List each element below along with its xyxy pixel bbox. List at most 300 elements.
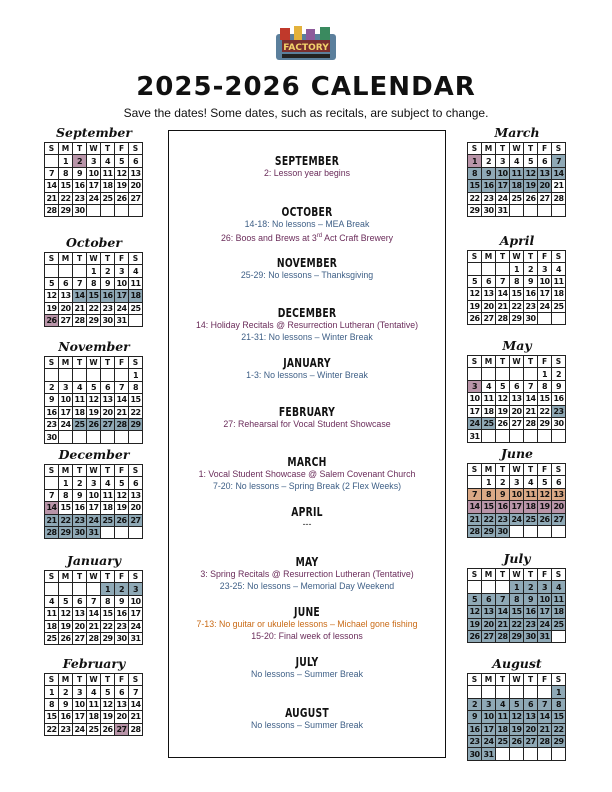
day-cell: 26 [87,418,101,430]
day-cell: 13 [482,606,496,618]
svg-text:FACTORY: FACTORY [283,43,329,53]
event-section [169,604,445,642]
event-section [169,504,445,531]
day-cell: 30 [45,431,59,443]
empty-cell [496,748,510,760]
day-cell: 30 [101,314,115,326]
day-cell: 25 [482,417,496,429]
day-cell: 3 [538,581,552,593]
event-section [169,654,445,681]
day-cell: 16 [73,502,87,514]
day-cell: 30 [115,632,129,644]
day-cell: 13 [524,711,538,723]
day-cell: 25 [552,300,566,312]
weekday-header: F [538,251,552,263]
event-month-heading: SEPTEMBER [274,153,340,168]
day-cell: 1 [510,581,524,593]
weekday-header: W [510,674,524,686]
day-cell: 30 [496,525,510,537]
day-cell: 24 [538,300,552,312]
day-cell: 20 [552,501,566,513]
day-cell: 6 [552,476,566,488]
weekday-header: S [552,674,566,686]
day-cell: 23 [552,405,566,417]
empty-cell [73,583,87,595]
day-cell: 3 [510,476,524,488]
mini-calendar-july [467,551,567,643]
month-name: January [66,553,122,568]
day-cell: 22 [59,514,73,526]
event-line: 1-3: No lessons – Winter Break [246,370,368,380]
day-cell: 15 [101,608,115,620]
day-cell: 29 [101,632,115,644]
weekday-header: S [552,143,566,155]
day-cell: 27 [59,314,73,326]
day-cell: 29 [510,312,524,324]
day-cell: 5 [101,686,115,698]
day-cell: 2 [482,155,496,167]
event-section [169,305,445,343]
day-cell: 5 [496,380,510,392]
day-cell: 23 [496,513,510,525]
day-cell: 20 [482,618,496,630]
day-cell: 27 [129,514,143,526]
empty-cell [87,369,101,381]
day-cell: 3 [59,381,73,393]
day-cell: 23 [482,192,496,204]
day-cell: 4 [552,581,566,593]
day-cell: 10 [73,698,87,710]
day-cell: 2 [524,263,538,275]
weekday-header: W [510,143,524,155]
day-cell: 14 [538,711,552,723]
day-cell: 24 [482,735,496,747]
day-cell: 5 [468,593,482,605]
empty-cell [45,583,59,595]
mini-calendar-november [44,339,144,444]
day-cell: 9 [73,167,87,179]
empty-cell [87,431,101,443]
weekday-header: W [87,357,101,369]
events-panel [168,130,446,758]
day-cell: 4 [482,380,496,392]
empty-cell [101,204,115,216]
day-cell: 18 [129,290,143,302]
day-cell: 2 [552,368,566,380]
day-cell: 16 [73,180,87,192]
day-cell: 5 [510,698,524,710]
month-grid [467,142,566,217]
weekday-header: W [87,674,101,686]
day-cell: 17 [59,406,73,418]
day-cell: 11 [101,489,115,501]
day-cell: 2 [45,381,59,393]
day-cell: 20 [538,180,552,192]
day-cell: 1 [510,263,524,275]
day-cell: 6 [510,380,524,392]
day-cell: 10 [538,275,552,287]
empty-cell [552,430,566,442]
day-cell: 22 [552,723,566,735]
empty-cell [524,748,538,760]
event-line: 14: Holiday Recitals @ Resurrection Lutheran (Tentative) [195,320,419,330]
event-section [169,255,445,282]
day-cell: 26 [115,192,129,204]
weekday-header: S [129,143,143,155]
day-cell: 10 [129,595,143,607]
day-cell: 18 [496,723,510,735]
empty-cell [482,581,496,593]
empty-cell [552,748,566,760]
empty-cell [129,526,143,538]
day-cell: 26 [524,192,538,204]
event-month-heading: NOVEMBER [276,255,338,270]
weekday-header: F [538,569,552,581]
event-line: 2: Lesson year begins [263,168,351,178]
day-cell: 19 [468,618,482,630]
day-cell: 17 [510,501,524,513]
day-cell: 20 [115,711,129,723]
day-cell: 21 [129,711,143,723]
day-cell: 28 [45,526,59,538]
day-cell: 7 [115,381,129,393]
day-cell: 17 [87,180,101,192]
month-grid [44,142,143,217]
day-cell: 28 [45,204,59,216]
empty-cell [496,368,510,380]
day-cell: 21 [552,180,566,192]
day-cell: 19 [45,302,59,314]
day-cell: 26 [115,514,129,526]
empty-cell [552,525,566,537]
day-cell: 28 [115,418,129,430]
empty-cell [524,368,538,380]
day-cell: 15 [510,288,524,300]
day-cell: 23 [59,723,73,735]
weekday-header: M [482,143,496,155]
day-cell: 12 [87,394,101,406]
day-cell: 25 [552,618,566,630]
day-cell: 3 [482,698,496,710]
day-cell: 2 [524,581,538,593]
day-cell: 20 [59,302,73,314]
month-grid [467,673,566,761]
event-line: 1: Vocal Student Showcase @ Salem Covenant Church [198,469,416,479]
day-cell: 19 [87,406,101,418]
day-cell: 3 [87,155,101,167]
day-cell: 5 [45,277,59,289]
event-month-heading: JANUARY [283,355,331,370]
day-cell: 25 [510,192,524,204]
weekday-header: S [552,251,566,263]
day-cell: 14 [468,501,482,513]
page-subtitle: Save the dates! Some dates, such as recitals, are subject to change. [123,106,489,120]
day-cell: 22 [59,192,73,204]
day-cell: 16 [496,501,510,513]
event-month-heading: MARCH [287,454,327,469]
weekday-header: T [496,143,510,155]
event-month-heading: DECEMBER [277,305,337,320]
day-cell: 16 [468,723,482,735]
month-name: August [492,656,542,671]
day-cell: 6 [59,277,73,289]
empty-cell [101,526,115,538]
day-cell: 14 [496,288,510,300]
day-cell: 13 [482,288,496,300]
day-cell: 23 [73,514,87,526]
empty-cell [510,686,524,698]
weekday-header: T [496,251,510,263]
weekday-header: T [101,253,115,265]
day-cell: 19 [468,300,482,312]
event-line: No lessons – Summer Break [251,720,363,730]
empty-cell [468,686,482,698]
month-grid [44,252,143,327]
day-cell: 27 [482,312,496,324]
month-name: July [503,551,531,566]
day-cell: 13 [538,167,552,179]
day-cell: 17 [115,290,129,302]
event-line: 26: Boos and Brews at 3rd Act Craft Brewery [220,232,394,243]
day-cell: 6 [482,275,496,287]
month-name: February [62,656,126,671]
day-cell: 8 [129,381,143,393]
day-cell: 22 [468,192,482,204]
weekday-header: T [496,356,510,368]
weekday-header: F [538,143,552,155]
empty-cell [129,204,143,216]
mini-calendar-february [44,656,144,736]
day-cell: 20 [73,620,87,632]
day-cell: 7 [73,277,87,289]
day-cell: 7 [552,155,566,167]
day-cell: 21 [496,300,510,312]
day-cell: 3 [468,380,482,392]
day-cell: 21 [524,405,538,417]
weekday-header: T [73,465,87,477]
event-month-heading: APRIL [291,504,323,519]
empty-cell [129,314,143,326]
day-cell: 14 [73,290,87,302]
day-cell: 12 [510,711,524,723]
day-cell: 10 [115,277,129,289]
day-cell: 11 [101,167,115,179]
day-cell: 10 [87,167,101,179]
weekday-header: T [101,357,115,369]
weekday-header: T [101,674,115,686]
empty-cell [552,204,566,216]
day-cell: 18 [73,406,87,418]
month-name: October [66,235,122,250]
day-cell: 2 [73,477,87,489]
empty-cell [482,263,496,275]
day-cell: 6 [538,155,552,167]
empty-cell [524,204,538,216]
day-cell: 3 [496,155,510,167]
day-cell: 28 [496,630,510,642]
day-cell: 29 [552,735,566,747]
day-cell: 28 [73,314,87,326]
empty-cell [510,525,524,537]
day-cell: 4 [73,381,87,393]
day-cell: 27 [510,417,524,429]
day-cell: 28 [538,735,552,747]
event-line: 23-25: No lessons – Memorial Day Weekend [219,580,395,591]
event-line: No lessons – Summer Break [251,669,363,679]
day-cell: 14 [115,394,129,406]
weekday-header: W [510,569,524,581]
weekday-header: W [87,465,101,477]
day-cell: 16 [59,711,73,723]
weekday-header: W [87,571,101,583]
day-cell: 31 [87,526,101,538]
day-cell: 5 [59,595,73,607]
day-cell: 14 [45,180,59,192]
month-grid [467,250,566,325]
day-cell: 12 [101,698,115,710]
day-cell: 27 [552,513,566,525]
empty-cell [510,204,524,216]
empty-cell [538,525,552,537]
day-cell: 15 [482,501,496,513]
event-month-heading: FEBRUARY [278,404,336,419]
day-cell: 24 [538,618,552,630]
day-cell: 8 [45,698,59,710]
mini-calendar-october [44,235,144,327]
day-cell: 22 [129,406,143,418]
weekday-header: T [524,251,538,263]
weekday-header: S [129,674,143,686]
event-month-heading: MAY [295,554,319,569]
day-cell: 28 [496,312,510,324]
empty-cell [115,526,129,538]
event-month-heading: JULY [295,654,319,669]
month-grid [44,673,143,736]
weekday-header: M [59,465,73,477]
day-cell: 16 [101,290,115,302]
weekday-header: M [59,357,73,369]
day-cell: 17 [538,288,552,300]
day-cell: 12 [59,608,73,620]
event-line: 25-29: No lessons – Thanksgiving [240,270,374,280]
empty-cell [73,265,87,277]
weekday-header: M [482,674,496,686]
day-cell: 7 [87,595,101,607]
day-cell: 10 [496,167,510,179]
day-cell: 31 [538,630,552,642]
day-cell: 29 [510,630,524,642]
day-cell: 4 [87,686,101,698]
day-cell: 12 [524,167,538,179]
day-cell: 15 [538,393,552,405]
day-cell: 27 [73,632,87,644]
day-cell: 9 [482,167,496,179]
day-cell: 24 [129,620,143,632]
day-cell: 12 [115,489,129,501]
day-cell: 28 [87,632,101,644]
day-cell: 31 [468,430,482,442]
weekday-header: T [101,571,115,583]
weekday-header: S [45,465,59,477]
weekday-header: S [552,464,566,476]
day-cell: 28 [552,192,566,204]
day-cell: 23 [468,735,482,747]
weekday-header: T [101,143,115,155]
weekday-header: S [45,253,59,265]
day-cell: 16 [482,180,496,192]
mini-calendar-june [467,446,567,538]
day-cell: 26 [468,630,482,642]
mini-calendar-april [467,233,567,325]
day-cell: 1 [45,686,59,698]
empty-cell [538,748,552,760]
empty-cell [87,583,101,595]
day-cell: 14 [524,393,538,405]
day-cell: 22 [45,723,59,735]
day-cell: 11 [45,608,59,620]
day-cell: 15 [87,290,101,302]
day-cell: 5 [538,476,552,488]
empty-cell [129,431,143,443]
day-cell: 15 [59,502,73,514]
day-cell: 9 [73,489,87,501]
day-cell: 29 [468,204,482,216]
mini-calendar-august [467,656,567,761]
event-month-heading: JUNE [294,604,320,619]
empty-cell [59,369,73,381]
month-name: June [500,446,534,461]
day-cell: 23 [73,192,87,204]
day-cell: 11 [510,167,524,179]
day-cell: 26 [59,632,73,644]
day-cell: 27 [524,735,538,747]
day-cell: 7 [524,380,538,392]
day-cell: 8 [468,167,482,179]
empty-cell [496,686,510,698]
weekday-header: T [73,571,87,583]
day-cell: 11 [552,275,566,287]
day-cell: 9 [552,380,566,392]
day-cell: 14 [45,502,59,514]
day-cell: 13 [101,394,115,406]
day-cell: 3 [87,477,101,489]
weekday-header: F [115,253,129,265]
day-cell: 7 [468,488,482,500]
day-cell: 11 [482,393,496,405]
day-cell: 17 [496,180,510,192]
day-cell: 25 [496,735,510,747]
day-cell: 14 [87,608,101,620]
weekday-header: F [115,357,129,369]
day-cell: 6 [129,155,143,167]
day-cell: 9 [59,698,73,710]
weekday-header: S [129,357,143,369]
event-section [169,404,445,431]
day-cell: 18 [482,405,496,417]
day-cell: 9 [496,488,510,500]
empty-cell [115,431,129,443]
weekday-header: S [45,143,59,155]
event-line: 3: Spring Recitals @ Resurrection Lutheran (Tentative) [200,569,414,579]
day-cell: 25 [73,418,87,430]
day-cell: 23 [115,620,129,632]
weekday-header: M [482,251,496,263]
empty-cell [59,265,73,277]
day-cell: 21 [45,192,59,204]
weekday-header: S [468,143,482,155]
day-cell: 26 [468,312,482,324]
day-cell: 21 [87,620,101,632]
